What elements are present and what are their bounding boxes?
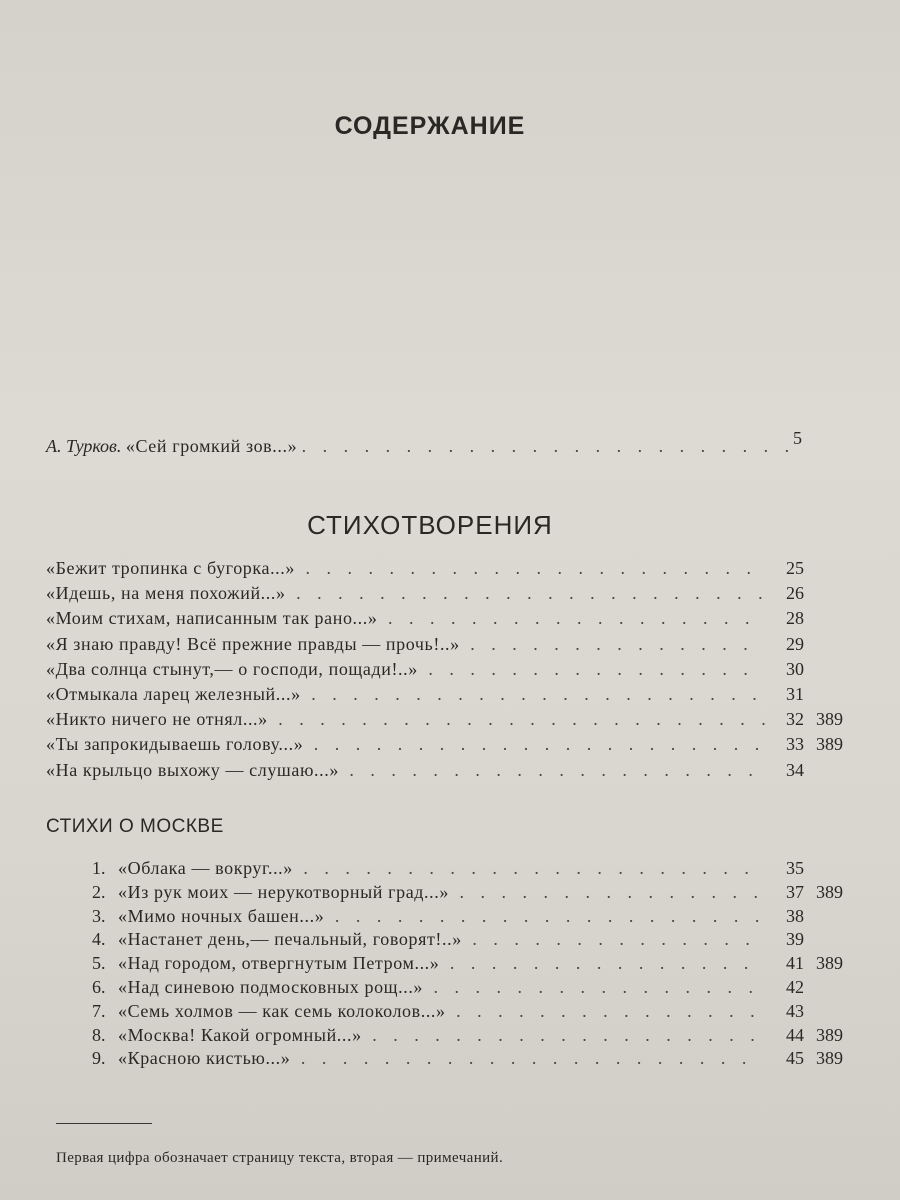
poems-page-numbers xyxy=(786,581,852,605)
poems-page: 30 xyxy=(786,659,804,679)
moscow-page: 38 xyxy=(786,906,804,926)
moscow-title: «Над синевою подмосковных рощ...» xyxy=(118,977,424,997)
leader-dots: . . . . . . . . . . . . . . . . . . . xyxy=(361,1025,761,1045)
moscow-page-numbers xyxy=(786,951,852,975)
leader-dots: . . . . . . . . . . . . . . . xyxy=(448,882,764,902)
poems-page-numbers xyxy=(786,556,852,580)
poems-title: «Два солнца стынут,— о господи, пощади!..» xyxy=(46,659,418,679)
moscow-title: «Красною кистью...» xyxy=(118,1048,291,1068)
moscow-note-page: 389 xyxy=(816,1025,843,1045)
poems-entry xyxy=(46,556,757,580)
moscow-entry xyxy=(92,951,754,975)
moscow-entry xyxy=(92,1046,752,1070)
leader-dots: . . . . . . . . . . . . . . . . . . . . xyxy=(338,760,759,780)
moscow-page: 43 xyxy=(786,1001,804,1021)
moscow-entry xyxy=(92,856,755,880)
moscow-note-page: 389 xyxy=(816,882,843,902)
moscow-number: 9. xyxy=(92,1048,106,1068)
poems-page-numbers xyxy=(786,657,852,681)
poems-title: «Моим стихам, написанным так рано...» xyxy=(46,608,378,628)
poems-entry xyxy=(46,581,769,605)
moscow-note-page: 389 xyxy=(816,953,843,973)
leader-dots: . . . . . . . . . . . . . . . . xyxy=(417,659,754,679)
poems-note-page: 389 xyxy=(816,709,843,729)
moscow-page-numbers xyxy=(786,975,852,999)
leader-dots: . . . . . . . . . . . . . . . . . . . . . xyxy=(324,906,766,926)
moscow-page: 39 xyxy=(786,929,804,949)
moscow-entry xyxy=(92,904,765,928)
poems-entry xyxy=(46,758,759,782)
poems-page: 29 xyxy=(786,634,804,654)
poems-page: 25 xyxy=(786,558,804,578)
poems-page-numbers xyxy=(786,758,852,782)
moscow-number: 8. xyxy=(92,1025,106,1045)
poems-page: 32 xyxy=(786,709,804,729)
leader-dots: . . . . . . . . . . . . . . . . . . . . . . . . xyxy=(301,436,796,456)
moscow-entry xyxy=(92,927,756,951)
poems-title: «Идешь, на меня похожий...» xyxy=(46,583,286,603)
moscow-title: «Мимо ночных башен...» xyxy=(118,906,325,926)
moscow-title: «Над городом, отвергнутым Петром...» xyxy=(118,953,440,973)
leader-dots: . . . . . . . . . . . . . . . . . . . . . . xyxy=(290,1048,753,1068)
poems-title: «Отмыкала ларец железный...» xyxy=(46,684,301,704)
moscow-number: 4. xyxy=(92,929,106,949)
poems-entry xyxy=(46,707,772,731)
moscow-title: «Москва! Какой огромный...» xyxy=(118,1025,362,1045)
moscow-page-numbers xyxy=(786,1046,852,1070)
moscow-number: 3. xyxy=(92,906,106,926)
leader-dots: . . . . . . . . . . . . . . . xyxy=(445,1001,761,1021)
footnote-rule xyxy=(56,1123,152,1124)
moscow-page: 44 xyxy=(786,1025,804,1045)
moscow-page: 45 xyxy=(786,1048,804,1068)
leader-dots: . . . . . . . . . . . . . . . xyxy=(439,953,755,973)
moscow-number: 1. xyxy=(92,858,106,878)
moscow-title: «Из рук моих — нерукотворный град...» xyxy=(118,882,449,902)
moscow-entry xyxy=(92,880,764,904)
moscow-title: «Облака — вокруг...» xyxy=(118,858,293,878)
moscow-entry xyxy=(92,975,759,999)
poems-page: 33 xyxy=(786,734,804,754)
leader-dots: . . . . . . . . . . . . . . . . . . . . . . xyxy=(292,858,755,878)
leader-dots: . . . . . . . . . . . . . . xyxy=(461,929,756,949)
moscow-note-page: 389 xyxy=(816,1048,843,1068)
moscow-page-numbers xyxy=(786,856,852,880)
moscow-title: «Настанет день,— печальный, говорят!..» xyxy=(118,929,462,949)
leader-dots: . . . . . . . . . . . . . . . . xyxy=(423,977,760,997)
leader-dots: . . . . . . . . . . . . . . . . . . . . . . . xyxy=(285,583,769,603)
poems-entry xyxy=(46,682,763,706)
poems-title: «Ты запрокидываешь голову...» xyxy=(46,734,304,754)
moscow-page-numbers xyxy=(786,1023,852,1047)
moscow-page-numbers xyxy=(786,880,852,904)
moscow-number: 7. xyxy=(92,1001,106,1021)
moscow-number: 5. xyxy=(92,953,106,973)
intro-title: «Сей громкий зов...» xyxy=(125,436,298,456)
intro-entry xyxy=(46,434,795,458)
poems-title: «Бежит тропинка с бугорка...» xyxy=(46,558,295,578)
poems-page-numbers xyxy=(786,632,852,656)
poems-page: 26 xyxy=(786,583,804,603)
moscow-page-numbers xyxy=(786,927,852,951)
poems-note-page: 389 xyxy=(816,734,843,754)
leader-dots: . . . . . . . . . . . . . . . . . . . . . . . . xyxy=(267,709,772,729)
moscow-entry xyxy=(92,999,761,1023)
poems-entry xyxy=(46,732,765,756)
leader-dots: . . . . . . . . . . . . . . . . . . xyxy=(377,608,756,628)
moscow-number: 2. xyxy=(92,882,106,902)
moscow-entry xyxy=(92,1023,761,1047)
poems-page-numbers xyxy=(786,707,852,731)
poems-entry xyxy=(46,632,754,656)
poems-title: «Никто ничего не отнял...» xyxy=(46,709,268,729)
poems-page-numbers xyxy=(786,682,852,706)
poems-page: 28 xyxy=(786,608,804,628)
poems-entry xyxy=(46,606,755,630)
section-poems-heading: СТИХОТВОРЕНИЯ xyxy=(307,510,553,540)
moscow-page-numbers xyxy=(786,904,852,928)
moscow-page: 42 xyxy=(786,977,804,997)
moscow-page: 35 xyxy=(786,858,804,878)
poems-page-numbers xyxy=(786,732,852,756)
intro-page-number: 5 xyxy=(793,428,802,448)
poems-page: 31 xyxy=(786,684,804,704)
poems-page-numbers xyxy=(786,606,852,630)
section-moscow-heading: СТИХИ О МОСКВЕ xyxy=(46,816,224,837)
moscow-number: 6. xyxy=(92,977,106,997)
moscow-title: «Семь холмов — как семь колоколов...» xyxy=(118,1001,446,1021)
moscow-page-numbers xyxy=(786,999,852,1023)
moscow-page: 41 xyxy=(786,953,804,973)
leader-dots: . . . . . . . . . . . . . . . . . . . . . . xyxy=(303,734,766,754)
leader-dots: . . . . . . . . . . . . . . xyxy=(459,634,754,654)
leader-dots: . . . . . . . . . . . . . . . . . . . . . . xyxy=(294,558,757,578)
poems-title: «Я знаю правду! Всё прежние правды — прочь!..» xyxy=(46,634,460,654)
leader-dots: . . . . . . . . . . . . . . . . . . . . . . xyxy=(300,684,763,704)
intro-author: А. Турков. xyxy=(46,436,122,456)
poems-title: «На крыльцо выхожу — слушаю...» xyxy=(46,760,339,780)
footnote: Первая цифра обозначает страницу текста, вторая — примечаний. xyxy=(56,1150,504,1166)
moscow-page: 37 xyxy=(786,882,804,902)
poems-entry xyxy=(46,657,754,681)
poems-page: 34 xyxy=(786,760,804,780)
contents-title: СОДЕРЖАНИЕ xyxy=(334,112,526,140)
